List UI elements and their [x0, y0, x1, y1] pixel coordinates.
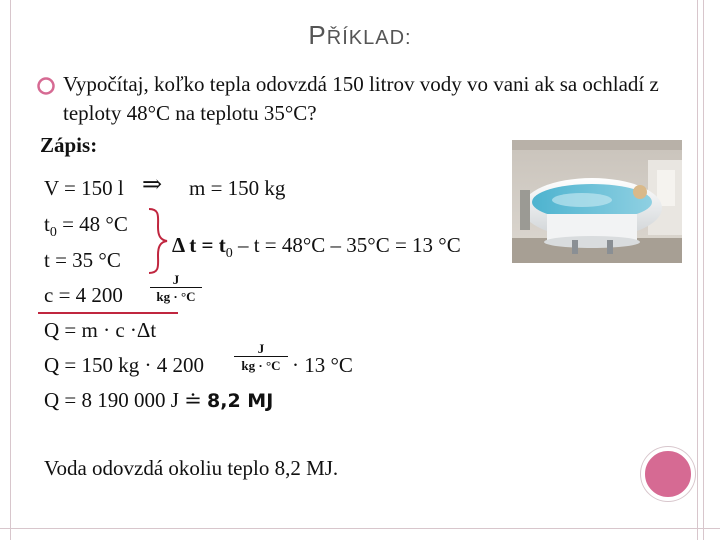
separator-underline [38, 312, 178, 314]
result-a: Q = 8 190 000 J ≐ [44, 388, 208, 412]
frame-bottom-line [0, 528, 720, 529]
circle-bullet-icon [36, 76, 56, 96]
delta-t-b: – t = 48°C – 35°C = 13 °C [232, 233, 461, 257]
c-unit-denominator: kg · °C [150, 287, 202, 304]
c-unit-numerator: J [172, 272, 180, 287]
volume-line: V = 150 l [44, 176, 124, 200]
conclusion-text: Voda odovzdá okoliu teplo 8,2 MJ. [44, 456, 339, 480]
t0-rest: = 48 °C [56, 212, 128, 236]
calc-unit-denominator: kg · °C [234, 356, 288, 373]
title-first-letter: P [308, 20, 327, 50]
c-unit-fraction [150, 272, 202, 304]
formula-line: Q = m · c ·Δt [44, 318, 157, 342]
mass-line: m = 150 kg [189, 176, 286, 200]
t0-line [44, 212, 128, 241]
delta-t-a: Δ t = t [172, 233, 226, 257]
t0-sub: 0 [49, 225, 57, 240]
calculation-line: Q = 150 kg · 4 200 [44, 353, 205, 377]
implies-arrow: ⇒ [142, 172, 163, 198]
c-line: c = 4 200 [44, 283, 123, 307]
problem-text: Vypočítaj, koľko tepla odovzdá 150 litrov vody vo vani ak sa ochladí z teploty 48°C na teplotu 35°C? [63, 72, 659, 125]
t0-prefix: t [44, 212, 50, 236]
frame-left-line [10, 0, 11, 540]
frame-right-line-1 [697, 0, 698, 540]
zapis-label: Zápis: [40, 133, 98, 157]
slide-title [0, 20, 720, 51]
pink-circle-icon [641, 447, 695, 501]
bathtub-photo [512, 140, 682, 263]
delta-t-line [172, 233, 461, 262]
calculation-end: · 13 °C [292, 353, 353, 377]
t-line: t = 35 °C [44, 248, 121, 272]
calc-unit-numerator: J [257, 341, 265, 356]
result-line [44, 388, 273, 413]
delta-t-sub: 0 [225, 246, 233, 261]
title-rest: ŘÍKLAD: [326, 27, 412, 49]
result-b: 8,2 MJ [207, 390, 274, 412]
brace-icon [146, 207, 170, 275]
frame-right-line-2 [703, 0, 704, 540]
calc-unit-fraction [234, 341, 288, 373]
